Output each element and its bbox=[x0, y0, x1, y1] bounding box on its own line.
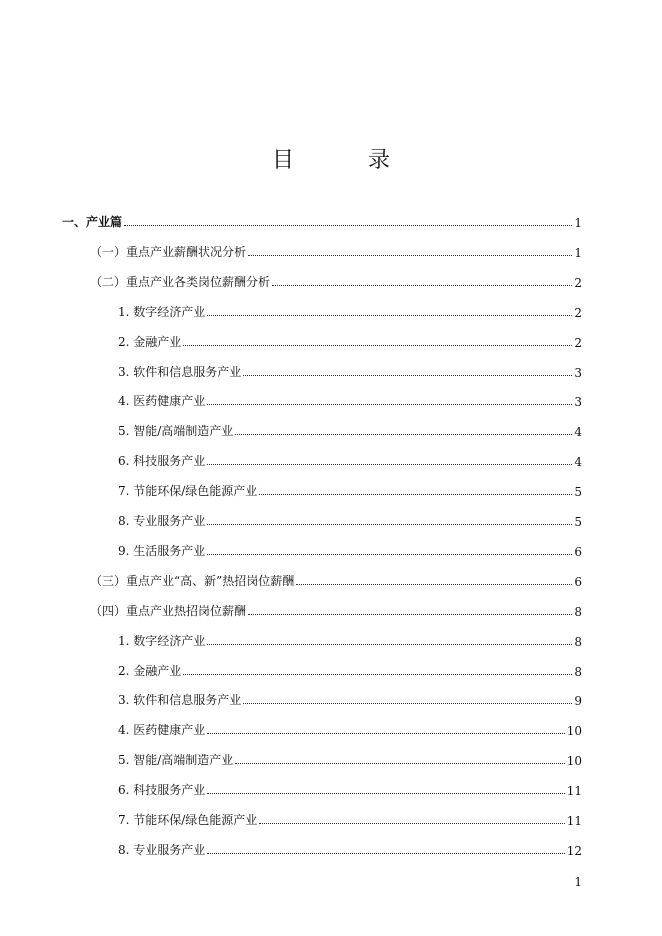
toc-entry[interactable] bbox=[0, 507, 662, 529]
toc-entry-label: 8. 专业服务产业 bbox=[118, 514, 206, 528]
toc-entry[interactable] bbox=[0, 686, 662, 708]
toc-entry-label: 5. 智能/高端制造产业 bbox=[118, 753, 234, 767]
toc-entry-label: 5. 智能/高端制造产业 bbox=[118, 424, 234, 438]
toc-entry-page: 9 bbox=[574, 694, 582, 708]
toc-entry-page: 3 bbox=[574, 395, 582, 409]
toc-entry[interactable] bbox=[0, 417, 662, 439]
toc-entry[interactable] bbox=[0, 537, 662, 559]
toc-entry-page: 1 bbox=[574, 216, 582, 230]
toc-entry-label: 4. 医药健康产业 bbox=[118, 723, 206, 737]
toc-entry[interactable] bbox=[0, 298, 662, 320]
toc-leader-dots bbox=[248, 254, 572, 256]
toc-entry-label: 7. 节能环保/绿色能源产业 bbox=[118, 484, 258, 498]
toc-entry[interactable] bbox=[0, 836, 662, 858]
page-title: 目 录 bbox=[271, 148, 416, 173]
toc-entry-label: 1. 数字经济产业 bbox=[118, 634, 206, 648]
toc-entry-page: 3 bbox=[574, 366, 582, 380]
toc-entry-page: 5 bbox=[574, 515, 582, 529]
toc-leader-dots bbox=[235, 433, 572, 435]
toc-entry-page: 10 bbox=[566, 724, 582, 738]
toc-leader-dots bbox=[207, 553, 572, 555]
toc-entry-label: 2. 金融产业 bbox=[118, 664, 182, 678]
toc-entry-page: 8 bbox=[574, 605, 582, 619]
toc-entry[interactable] bbox=[0, 567, 662, 589]
toc-entry-page: 11 bbox=[566, 814, 582, 828]
toc-leader-dots bbox=[207, 523, 572, 525]
toc-entry-label: 6. 科技服务产业 bbox=[118, 783, 206, 797]
toc-entry-label: 一、产业篇 bbox=[62, 215, 123, 229]
toc-entry[interactable] bbox=[0, 597, 662, 619]
toc-entry-page: 8 bbox=[574, 635, 582, 649]
toc-leader-dots bbox=[207, 463, 572, 465]
toc-entry-page: 1 bbox=[574, 246, 582, 260]
toc-entry-page: 6 bbox=[574, 575, 582, 589]
toc-entry-label: 9. 生活服务产业 bbox=[118, 544, 206, 558]
toc-entry[interactable] bbox=[0, 328, 662, 350]
toc-entry[interactable] bbox=[0, 776, 662, 798]
toc-entry[interactable] bbox=[0, 627, 662, 649]
toc-leader-dots bbox=[207, 732, 564, 734]
toc-entry-page: 2 bbox=[574, 276, 582, 290]
toc-leader-dots bbox=[272, 284, 572, 286]
toc-leader-dots bbox=[124, 224, 572, 226]
toc-entry-label: 2. 金融产业 bbox=[118, 335, 182, 349]
toc-entry-page: 2 bbox=[574, 336, 582, 350]
toc-entry-label: 4. 医药健康产业 bbox=[118, 394, 206, 408]
footer-page-number: 1 bbox=[574, 875, 582, 889]
toc-entry[interactable] bbox=[0, 387, 662, 409]
toc-entry[interactable] bbox=[0, 657, 662, 679]
toc-entry-label: 3. 软件和信息服务产业 bbox=[118, 365, 242, 379]
toc-leader-dots bbox=[243, 374, 572, 376]
toc-leader-dots bbox=[259, 493, 572, 495]
toc-entry[interactable] bbox=[0, 268, 662, 290]
toc-entry-label: （一）重点产业薪酬状况分析 bbox=[90, 245, 247, 259]
toc-leader-dots bbox=[259, 822, 564, 824]
toc-leader-dots bbox=[207, 403, 572, 405]
toc-entry[interactable] bbox=[0, 716, 662, 738]
toc-entry-page: 12 bbox=[566, 844, 582, 858]
toc-entry-label: 1. 数字经济产业 bbox=[118, 305, 206, 319]
toc-entry-label: 6. 科技服务产业 bbox=[118, 454, 206, 468]
toc-entry[interactable] bbox=[0, 208, 662, 230]
toc-entry-page: 4 bbox=[574, 425, 582, 439]
toc-entry-page: 4 bbox=[574, 455, 582, 469]
toc-entry-page: 8 bbox=[574, 665, 582, 679]
toc-entry-page: 10 bbox=[566, 754, 582, 768]
toc-leader-dots bbox=[183, 673, 572, 675]
toc-entry-label: （四）重点产业热招岗位薪酬 bbox=[90, 604, 247, 618]
toc-entry-page: 11 bbox=[566, 784, 582, 798]
toc-entry-label: （二）重点产业各类岗位薪酬分析 bbox=[90, 275, 271, 289]
toc-entry-label: 3. 软件和信息服务产业 bbox=[118, 693, 242, 707]
toc-entry-page: 2 bbox=[574, 306, 582, 320]
toc-entry[interactable] bbox=[0, 806, 662, 828]
toc-entry[interactable] bbox=[0, 746, 662, 768]
toc-entry-label: 7. 节能环保/绿色能源产业 bbox=[118, 813, 258, 827]
toc-leader-dots bbox=[235, 762, 564, 764]
toc-leader-dots bbox=[248, 613, 572, 615]
toc-leader-dots bbox=[207, 314, 572, 316]
toc-entry[interactable] bbox=[0, 477, 662, 499]
toc-leader-dots bbox=[207, 643, 572, 645]
toc-entry-page: 6 bbox=[574, 545, 582, 559]
toc-leader-dots bbox=[183, 344, 572, 346]
toc-entry[interactable] bbox=[0, 447, 662, 469]
toc-leader-dots bbox=[207, 852, 564, 854]
toc-entry-page: 5 bbox=[574, 485, 582, 499]
toc-entry-label: （三）重点产业“高、新”热招岗位薪酬 bbox=[90, 574, 295, 588]
toc-entry[interactable] bbox=[0, 358, 662, 380]
toc-entry[interactable] bbox=[0, 238, 662, 260]
toc-leader-dots bbox=[296, 583, 572, 585]
toc-leader-dots bbox=[243, 702, 572, 704]
toc-entry-label: 8. 专业服务产业 bbox=[118, 843, 206, 857]
toc-leader-dots bbox=[207, 792, 564, 794]
